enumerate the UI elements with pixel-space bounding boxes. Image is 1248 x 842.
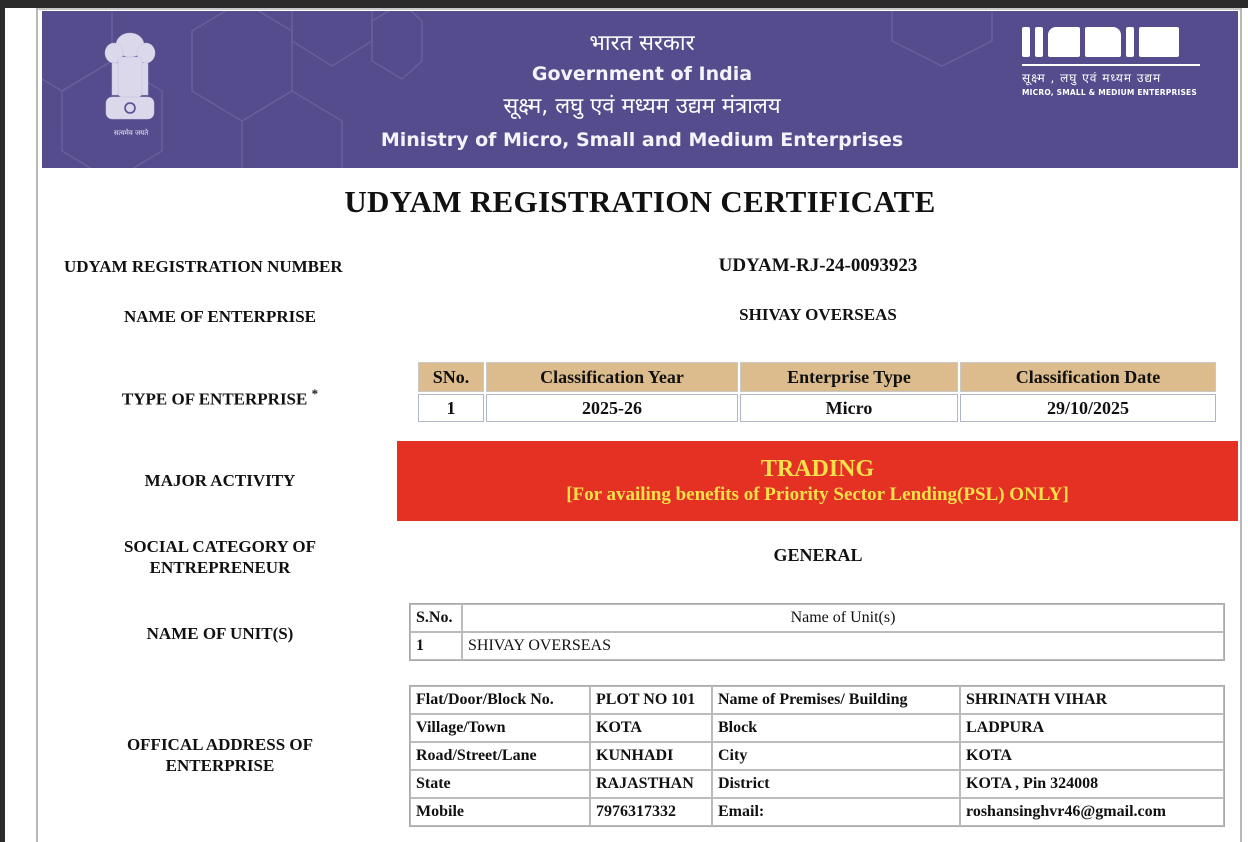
table-row [418, 394, 1216, 422]
col-unit-name: Name of Unit(s) [462, 604, 1224, 632]
addr-value: roshansinghvr46@gmail.com [960, 798, 1224, 826]
ministry-title: Ministry of Micro, Small and Medium Enterprises [380, 129, 904, 151]
col-classification-date: Classification Date [960, 362, 1216, 392]
hindi-ministry-title: सूक्ष्म, लघु एवं मध्यम उद्यम मंत्रालय [503, 94, 781, 119]
addr-key: City [712, 742, 960, 770]
header-banner [42, 11, 1238, 168]
address-label [60, 734, 380, 776]
social-category-value: GENERAL [773, 545, 863, 565]
certificate-title: UDYAM REGISTRATION CERTIFICATE [344, 184, 936, 219]
units-label: NAME OF UNIT(S) [146, 624, 294, 643]
addr-value: 7976317332 [590, 798, 712, 826]
major-activity-banner [397, 441, 1238, 521]
col-classification-year: Classification Year [486, 362, 738, 392]
table-header-row [410, 604, 1224, 632]
social-category-label [60, 536, 380, 578]
addr-key: Email: [712, 798, 960, 826]
table-row [410, 742, 1224, 770]
address-table [409, 685, 1225, 827]
addr-value: KOTA [590, 714, 712, 742]
addr-value: PLOT NO 101 [590, 686, 712, 714]
addr-value: SHRINATH VIHAR [960, 686, 1224, 714]
cell-unit-name: SHIVAY OVERSEAS [462, 632, 1224, 660]
address-label-line1: OFFICAL ADDRESS OF [126, 735, 314, 754]
table-row [410, 770, 1224, 798]
enterprise-type-label-text: TYPE OF ENTERPRISE [121, 389, 308, 409]
addr-value: RAJASTHAN [590, 770, 712, 798]
address-label-line2: ENTERPRISE [165, 756, 275, 775]
enterprise-name-label: NAME OF ENTERPRISE [123, 307, 317, 326]
addr-key: Road/Street/Lane [410, 742, 590, 770]
social-category-label-line1: SOCIAL CATEGORY OF [123, 537, 317, 556]
addr-key: Block [712, 714, 960, 742]
table-row [410, 686, 1224, 714]
addr-key: District [712, 770, 960, 798]
cell-classification-date: 29/10/2025 [960, 394, 1216, 422]
msme-logo-mark-icon [1022, 27, 1202, 57]
hindi-gov-title: भारत सरकार [589, 31, 695, 56]
logo-english-text: MICRO, SMALL & MEDIUM ENTERPRISES [1022, 88, 1197, 97]
addr-key: Mobile [410, 798, 590, 826]
col-sno: SNo. [418, 362, 484, 392]
page-border [1240, 8, 1242, 842]
page-border [36, 8, 38, 842]
emblem-caption: सत्यमेव जयते [113, 129, 149, 137]
addr-key: Village/Town [410, 714, 590, 742]
ministry-heading [342, 29, 942, 155]
addr-value: KUNHADI [590, 742, 712, 770]
addr-key: State [410, 770, 590, 798]
table-row [410, 798, 1224, 826]
addr-value: KOTA [960, 742, 1224, 770]
msme-logo [1022, 27, 1202, 97]
classification-table [416, 360, 1218, 424]
page-border [36, 8, 1242, 10]
table-header-row [418, 362, 1216, 392]
reg-number-value: UDYAM-RJ-24-0093923 [718, 255, 918, 276]
table-row [410, 632, 1224, 660]
units-table [409, 603, 1225, 661]
cell-sno: 1 [410, 632, 462, 660]
logo-divider [1022, 64, 1200, 66]
col-sno: S.No. [410, 604, 462, 632]
major-activity-note: [For availing benefits of Priority Sector Lending(PSL) ONLY] [566, 484, 1069, 505]
major-activity-value: TRADING [760, 456, 875, 482]
col-enterprise-type: Enterprise Type [740, 362, 958, 392]
addr-key: Flat/Door/Block No. [410, 686, 590, 714]
required-asterisk: * [311, 386, 319, 401]
enterprise-name-value: SHIVAY OVERSEAS [739, 305, 897, 324]
addr-value: LADPURA [960, 714, 1224, 742]
viewer-frame-top [0, 0, 1248, 8]
enterprise-type-label [60, 383, 380, 410]
reg-number-label: UDYAM REGISTRATION NUMBER [64, 257, 343, 276]
social-category-label-line2: ENTREPRENEUR [149, 558, 291, 577]
addr-value: KOTA , Pin 324008 [960, 770, 1224, 798]
logo-hindi-text: सूक्ष्म , लघु एवं मध्यम उद्यम [1022, 71, 1162, 85]
cell-classification-year: 2025-26 [486, 394, 738, 422]
gov-title: Government of India [531, 63, 753, 85]
cell-sno: 1 [418, 394, 484, 422]
major-activity-label: MAJOR ACTIVITY [144, 471, 296, 490]
national-emblem-icon [94, 27, 166, 145]
addr-key: Name of Premises/ Building [712, 686, 960, 714]
cell-enterprise-type: Micro [740, 394, 958, 422]
table-row [410, 714, 1224, 742]
viewer-frame-left [0, 0, 5, 842]
